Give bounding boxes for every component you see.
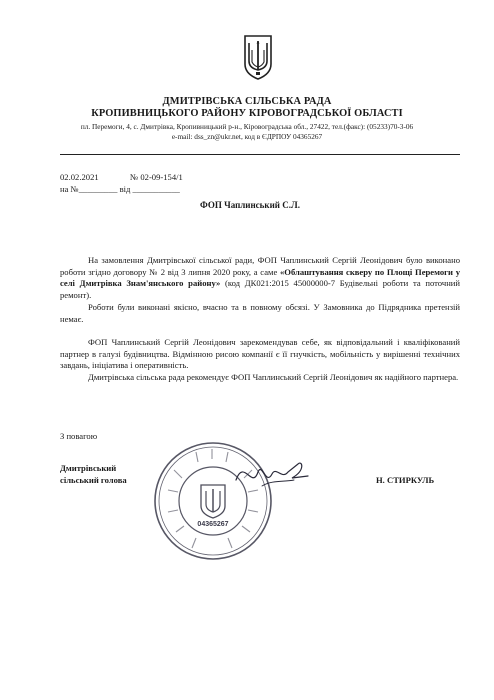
closing: З повагою <box>60 431 98 441</box>
email-line: e-mail: dss_zn@ukr.net, код в ЄДРПОУ 04365267 <box>171 132 323 141</box>
district-line: КРОПИВНИЦЬКОГО РАЙОНУ КІРОВОГРАДСЬКОЇ ОБЛАСТІ <box>91 108 403 119</box>
handwritten-signature <box>232 450 312 500</box>
reference-line: на №_________ від ___________ <box>60 184 180 194</box>
header-divider <box>60 154 460 155</box>
council-name: ДМИТРІВСЬКА СІЛЬСЬКА РАДА <box>162 96 332 107</box>
signatory-name: Н. СТИРКУЛЬ <box>376 475 435 485</box>
paragraph-1-project-name: «Облаштування скверу по Площі Перемоги у селі Дмитрівка Знам'янського району» <box>60 266 460 289</box>
address-line: пл. Перемоги, 4, с. Дмитрівка, Кропивницький р-н., Кіровоградська обл., 27422, тел.(факс): (05233)70-3-06 <box>80 122 414 131</box>
stamp-code: 04365267 <box>197 521 229 528</box>
addressee: ФОП Чаплинський С.Л. <box>200 200 300 210</box>
signatory-position-line1: Дмитрівський <box>60 463 117 473</box>
paragraph-3: ФОП Чаплинський Сергій Леонідович зарекомендував себе, як відповідальний і кваліфікований партнер в галузі будівництва. Відмінною рисою компанії є її гнучкість, мобільність у вирішенні технічних завдань, ініціатива і оперативність. <box>60 337 460 371</box>
paragraph-1-text-a: На замовлення Дмитрівської сільської ради, ФОП Чаплинський Сергій Леонідович було виконано роботи згідно договору № 2 від 3 липня 2020 року, а саме <box>60 255 460 277</box>
paragraph-1-text-b: (код ДК021:2015 45000000-7 Будівельні роботи та поточний ремонт). <box>60 278 460 300</box>
trident-emblem-icon <box>243 34 273 80</box>
paragraph-1 <box>60 255 460 301</box>
paragraph-2: Роботи були виконані якісно, вчасно та в повному обсязі. У Замовника до Підрядника претензій немає. <box>60 302 460 324</box>
signatory-position-line2: сільський голова <box>60 475 127 485</box>
letter-number: № 02-09-154/1 <box>130 172 183 182</box>
paragraph-4: Дмитрівська сільська рада рекомендує ФОП Чаплинський Сергій Леонідович як надійного партнера. <box>88 372 459 382</box>
letter-date: 02.02.2021 <box>60 172 99 182</box>
